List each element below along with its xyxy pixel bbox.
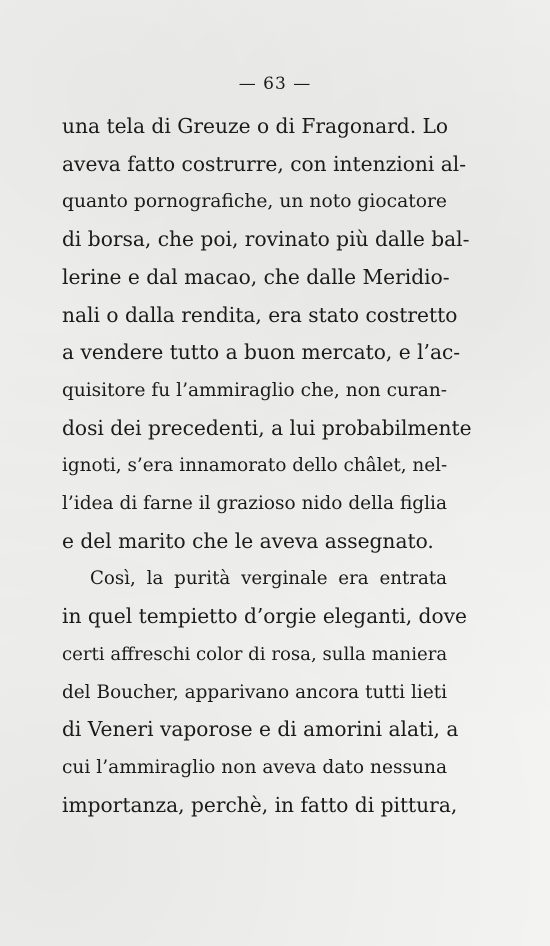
text-line: del Boucher, apparivano ancora tutti lieti [62, 681, 447, 703]
text-line: di Veneri vaporose e di amorini alati, a [62, 717, 459, 742]
text-line: l’idea di farne il grazioso nido della figlia [62, 493, 447, 515]
text-line: cui l’ammiraglio non aveva dato nessuna [62, 756, 448, 778]
text-line: importanza, perchè, in fatto di pittura, [62, 792, 458, 817]
text-line: nali o dalla rendita, era stato costretto [62, 302, 458, 327]
page-number: — 63 — [238, 74, 312, 94]
body-text [62, 108, 472, 824]
text-line: certi affreschi color di rosa, sulla maniera [62, 643, 448, 665]
text-line: Così, la purità verginale era entrata [90, 568, 447, 590]
text-line: in quel tempietto d’orgie eleganti, dove [62, 604, 467, 629]
text-line: di borsa, che poi, rovinato più dalle bal- [62, 227, 470, 252]
text-line: quanto pornografiche, un noto giocatore [62, 191, 447, 213]
text-line: dosi dei precedenti, a lui probabilmente [62, 415, 472, 440]
text-line: e del marito che le aveva assegnato. [62, 528, 434, 553]
text-line: quisitore fu l’ammiraglio che, non curan- [62, 379, 447, 401]
text-line: lerine e dal macao, che dalle Meridio- [62, 264, 450, 289]
text-line: una tela di Greuze o di Fragonard. Lo [62, 114, 449, 138]
text-line: ignoti, s’era innamorato dello châlet, nel- [62, 455, 448, 477]
text-line: aveva fatto costrurre, con intenzioni al- [62, 151, 467, 176]
text-line: a vendere tutto a buon mercato, e l’ac- [62, 340, 461, 365]
paragraph-2 [62, 560, 467, 824]
paragraph-1 [62, 108, 472, 560]
